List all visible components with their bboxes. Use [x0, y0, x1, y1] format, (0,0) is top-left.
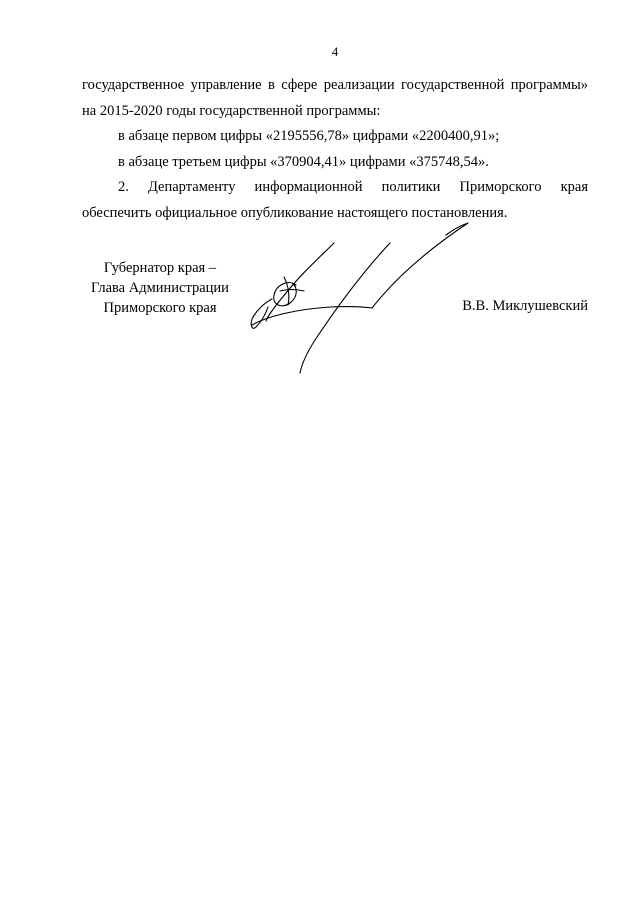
signatory-title-line-2: Глава Администрации — [91, 280, 229, 296]
signatory-title-line-1: Губернатор края – — [103, 260, 217, 276]
signatory-title-line-3: Приморского края — [103, 300, 217, 316]
signatory-title — [80, 258, 240, 318]
paragraph-4: в абзаце третьем цифры «370904,41» цифрами «375748,54». — [118, 153, 489, 170]
page-number: 4 — [331, 44, 339, 59]
document-body — [82, 73, 588, 226]
paragraph-6: обеспечить официальное опубликование настоящего постановления. — [82, 204, 508, 221]
paragraph-3: в абзаце первом цифры «2195556,78» цифрами «2200400,91»; — [118, 128, 500, 144]
paragraph-5: 2. Департаменту информационной политики Приморского края — [118, 179, 588, 195]
paragraph-2: на 2015-2020 годы государственной программы: — [82, 102, 381, 119]
handwritten-signature-icon — [240, 215, 480, 380]
signatory-name: В.В. Миклушевский — [462, 298, 588, 314]
paragraph-1: государственное управление в сфере реализации государственной программы» — [82, 77, 588, 93]
